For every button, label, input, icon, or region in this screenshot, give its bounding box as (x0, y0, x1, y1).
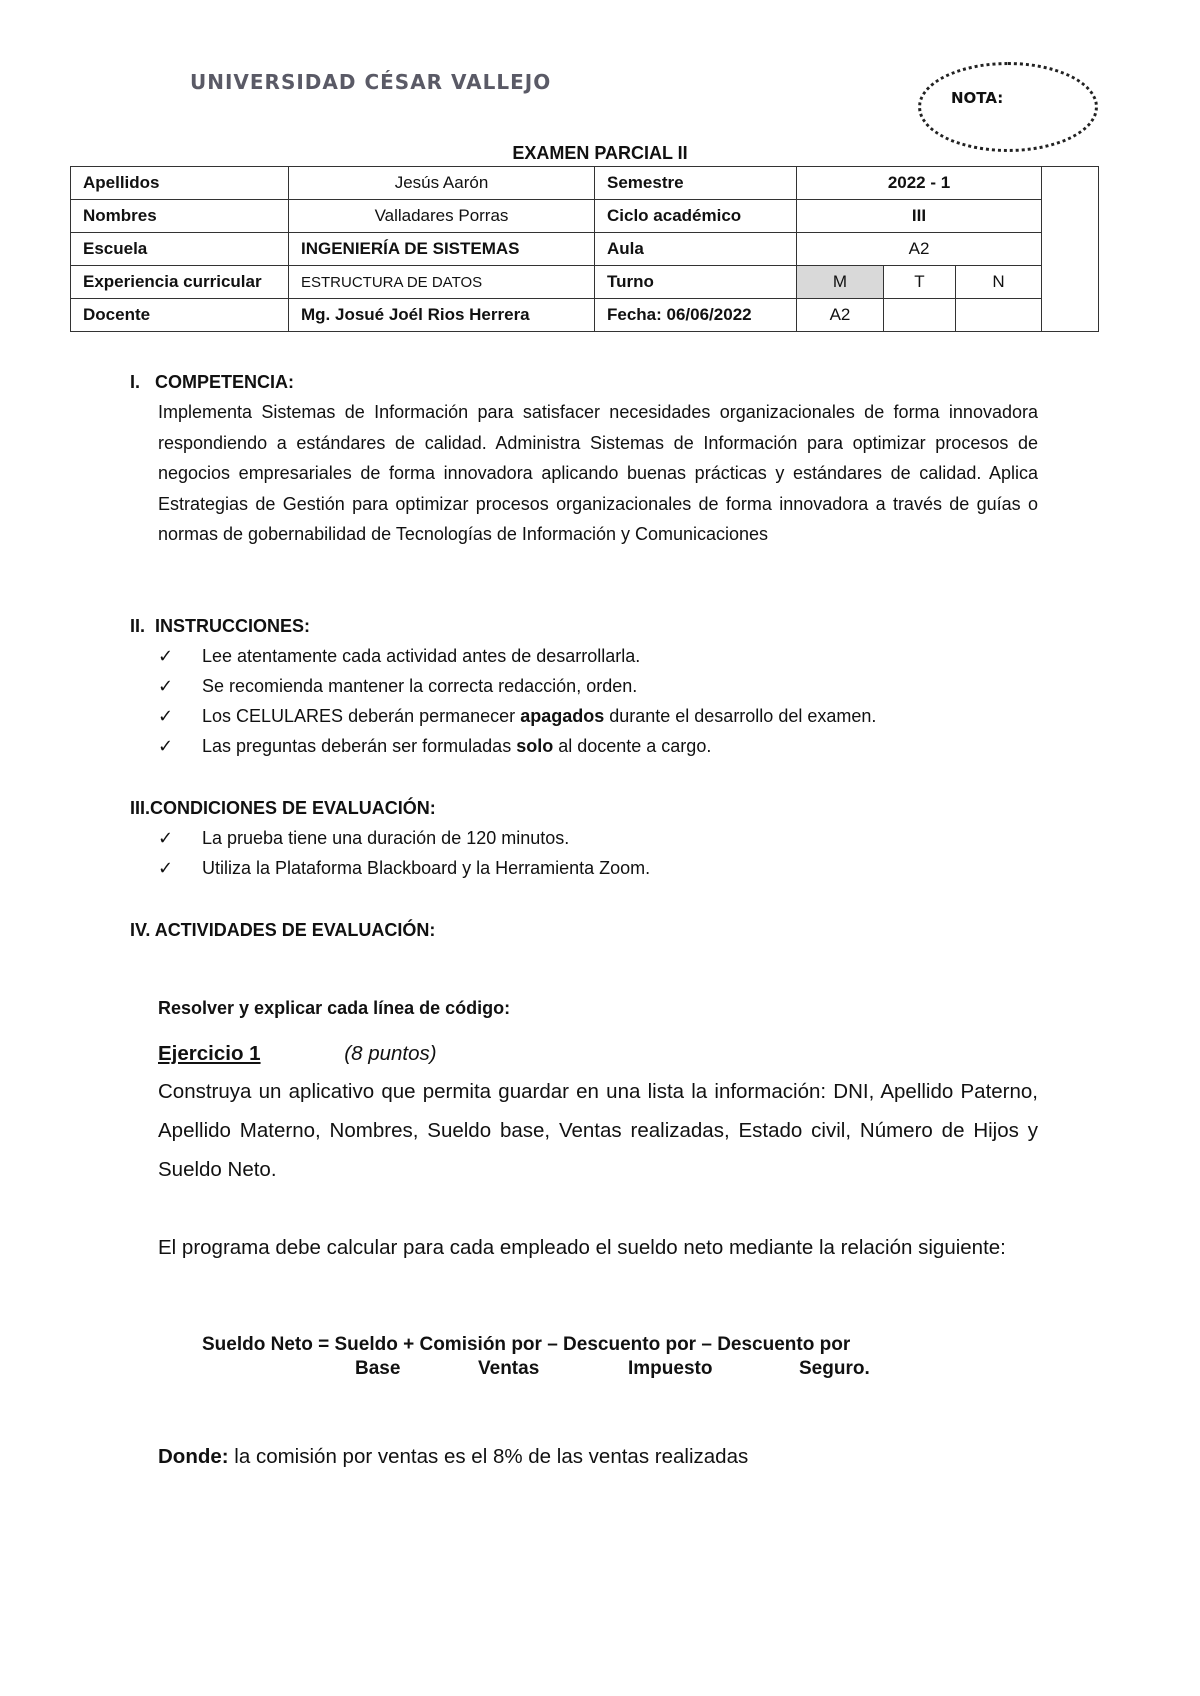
escuela-value: INGENIERÍA DE SISTEMAS (289, 233, 595, 266)
checkmark-icon: ✓ (158, 736, 174, 757)
instruction-emphasis: apagados (520, 706, 605, 726)
turno-t: T (884, 266, 956, 299)
checkmark-icon: ✓ (158, 646, 174, 667)
checkmark-icon: ✓ (158, 676, 174, 697)
nombres-label: Nombres (71, 200, 289, 233)
turno-label: Turno (595, 266, 797, 299)
fecha-value: A2 (797, 299, 884, 332)
docente-value: Mg. Josué Joél Rios Herrera (289, 299, 595, 332)
semestre-value: 2022 - 1 (797, 167, 1042, 200)
exam-title: EXAMEN PARCIAL II (512, 143, 688, 163)
instruction-text: al docente a cargo. (553, 736, 712, 756)
formula-term-seguro: Seguro. (799, 1358, 870, 1379)
instruction-text: Las preguntas deberán ser formuladas (202, 736, 517, 756)
condiciones-heading: III.CONDICIONES DE EVALUACIÓN: (130, 798, 436, 818)
empty-cell (884, 299, 956, 332)
table-row (71, 266, 1099, 299)
list-item (158, 828, 569, 849)
instruction-text: durante el desarrollo del examen. (604, 706, 877, 726)
formula-term-base: Base (355, 1358, 401, 1379)
actividades-heading: IV. ACTIVIDADES DE EVALUACIÓN: (130, 920, 436, 940)
donde-note (158, 1445, 748, 1469)
student-info-table (70, 166, 1099, 332)
empty-cell (956, 299, 1042, 332)
list-item (158, 736, 711, 757)
condition-text: La prueba tiene una duración de 120 minutos. (202, 828, 570, 848)
ciclo-value: III (797, 200, 1042, 233)
competencia-text: Implementa Sistemas de Información para satisfacer necesidades organizacionales de forma innovadora respondiendo a estándares de calidad. Administra Sistemas de Información para optimizar procesos de negocios empresariales de forma innovadora aplicando buenas prácticas y estándares de calidad. Aplica Estrategias de Gestión para optimizar procesos organizacionales de forma innovadora a través de guías o normas de gobernabilidad de Tecnologías de Información y Comunicaciones (158, 402, 1038, 544)
docente-label: Docente (71, 299, 289, 332)
competencia-heading: I. COMPETENCIA: (130, 372, 295, 392)
formula-line: Sueldo Neto = Sueldo + Comisión por – Descuento por – Descuento por (202, 1334, 851, 1355)
table-row (71, 299, 1099, 332)
exercise-title: Ejercicio 1 (158, 1042, 261, 1065)
table-row (71, 233, 1099, 266)
turno-n: N (956, 266, 1042, 299)
condition-text: Utiliza la Plataforma Blackboard y la Herramienta Zoom. (202, 858, 651, 878)
formula-term-ventas: Ventas (478, 1358, 540, 1379)
donde-label: Donde: (158, 1445, 229, 1468)
apellidos-value: Jesús Aarón (289, 167, 595, 200)
exercise-points: (8 puntos) (344, 1042, 437, 1065)
escuela-label: Escuela (71, 233, 289, 266)
ciclo-label: Ciclo académico (595, 200, 797, 233)
list-item (158, 646, 640, 667)
table-row (71, 200, 1099, 233)
aula-value: A2 (797, 233, 1042, 266)
instruction-text: Se recomienda mantener la correcta redacción, orden. (202, 676, 638, 696)
grade-box (918, 62, 1098, 152)
aula-label: Aula (595, 233, 797, 266)
instrucciones-heading: II. INSTRUCCIONES: (130, 616, 311, 636)
exercise-header (158, 1042, 437, 1066)
exercise-relation: El programa debe calcular para cada empleado el sueldo neto mediante la relación siguiente: (158, 1236, 1006, 1259)
donde-text: la comisión por ventas es el 8% de las ventas realizadas (228, 1445, 749, 1468)
instruction-text: Lee atentamente cada actividad antes de desarrollarla. (202, 646, 641, 666)
nombres-value: Valladares Porras (289, 200, 595, 233)
checkmark-icon: ✓ (158, 858, 174, 879)
exercise-statement: Construya un aplicativo que permita guardar en una lista la información: DNI, Apellido Paterno, Apellido Materno, Nombres, Sueldo base, Ventas realizadas, Estado civil, Número de Hijos y Sueldo Neto. (158, 1080, 1038, 1181)
formula-term-impuesto: Impuesto (628, 1358, 713, 1379)
experiencia-value: ESTRUCTURA DE DATOS (289, 266, 595, 299)
list-item (158, 706, 876, 727)
experiencia-label: Experiencia curricular (71, 266, 289, 299)
semestre-label: Semestre (595, 167, 797, 200)
list-item (158, 676, 637, 697)
table-row (71, 167, 1099, 200)
turno-m: M (797, 266, 884, 299)
checkmark-icon: ✓ (158, 706, 174, 727)
list-item (158, 858, 650, 879)
checkmark-icon: ✓ (158, 828, 174, 849)
blank-column (1042, 167, 1099, 332)
grade-label: NOTA: (951, 89, 1004, 107)
fecha-label: Fecha: 06/06/2022 (595, 299, 797, 332)
instruction-text: Los CELULARES deberán permanecer (202, 706, 521, 726)
university-logo (178, 56, 552, 108)
actividades-subtitle: Resolver y explicar cada línea de código: (158, 998, 511, 1018)
apellidos-label: Apellidos (71, 167, 289, 200)
university-name: UNIVERSIDAD CÉSAR VALLEJO (190, 70, 552, 94)
instruction-emphasis: solo (516, 736, 554, 756)
